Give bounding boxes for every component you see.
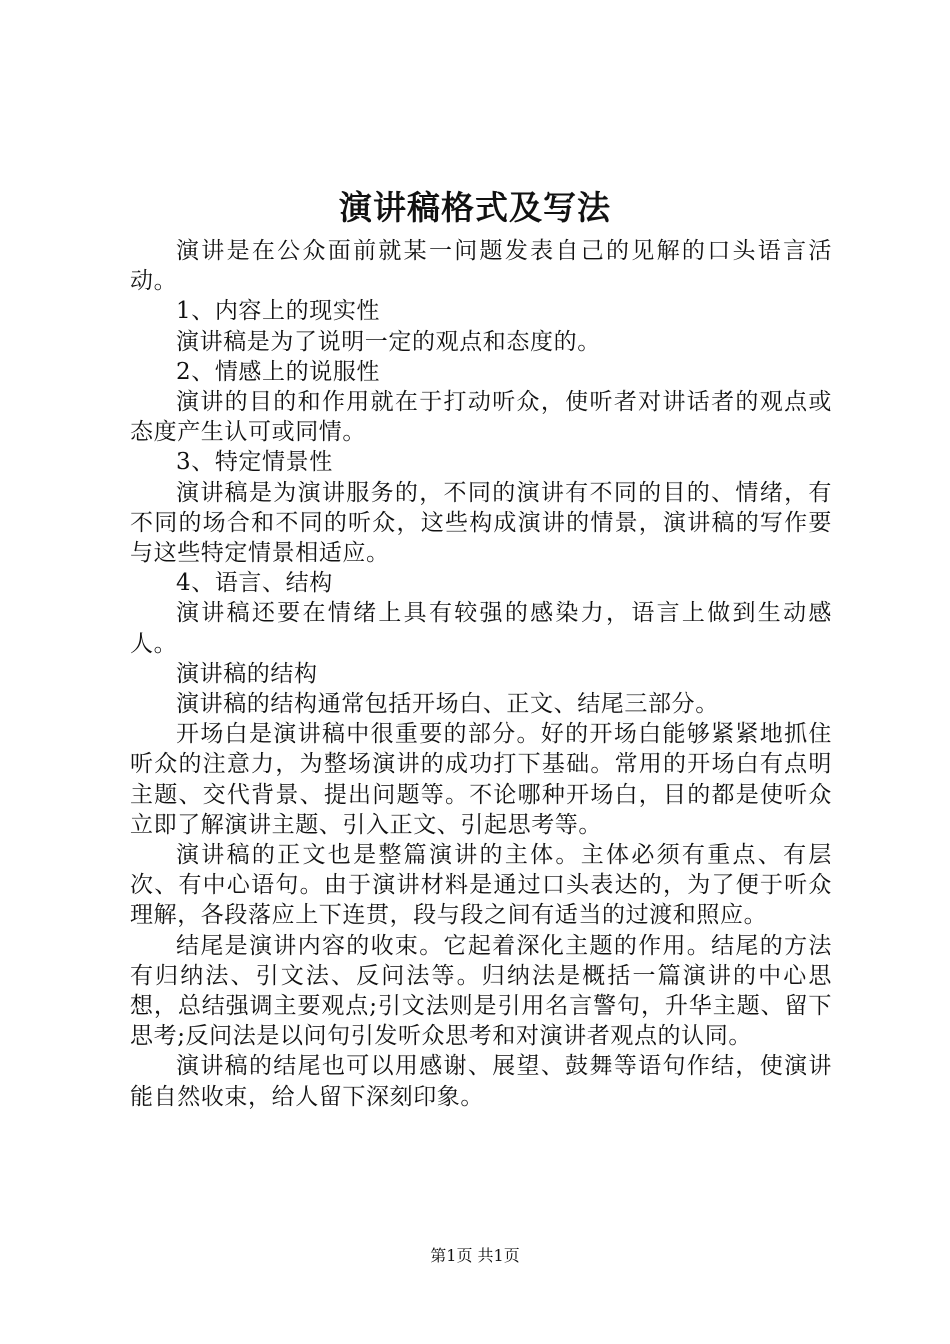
section-heading: 1、内容上的现实性 (176, 298, 381, 325)
document-title: 演讲稿格式及写法 (339, 188, 611, 227)
section-heading: 2、情感上的说服性 (176, 358, 381, 385)
page-footer: 第1页 共1页 (430, 1246, 520, 1265)
paragraph: 演讲稿的结构通常包括开场白、正文、结尾三部分。 (176, 691, 719, 718)
paragraph: 开场白是演讲稿中很重要的部分。好的开场白能够紧紧地抓住听众的注意力，为整场演讲的成功打下基础。常用的开场白有点明主题、交代背景、提出问题等。不论哪种开场白，目的都是使听众立即了解演讲主题、引入正文、引起思考等。 (130, 721, 832, 838)
section-heading: 3、特定情景性 (176, 449, 333, 476)
paragraph: 结尾是演讲内容的收束。它起着深化主题的作用。结尾的方法有归纳法、引文法、反问法等。归纳法是概括一篇演讲的中心思想，总结强调主要观点;引文法则是引用名言警句，升华主题、留下思考;反问法是以问句引发听众思考和对演讲者观点的认同。 (130, 932, 832, 1050)
paragraph: 演讲稿还要在情绪上具有较强的感染力，语言上做到生动感人。 (130, 600, 832, 657)
paragraph: 演讲稿是为了说明一定的观点和态度的。 (176, 328, 601, 355)
section-heading: 4、语言、结构 (176, 570, 333, 597)
document-body (130, 236, 832, 1112)
paragraph: 演讲稿的结尾也可以用感谢、展望、鼓舞等语句作结，使演讲能自然收束，给人留下深刻印象。 (130, 1053, 832, 1110)
paragraph: 演讲稿是为演讲服务的，不同的演讲有不同的目的、情绪，有不同的场合和不同的听众，这些构成演讲的情景，演讲稿的写作要与这些特定情景相适应。 (130, 479, 832, 567)
section-heading: 演讲稿的结构 (176, 660, 318, 687)
paragraph: 演讲是在公众面前就某一问题发表自己的见解的口头语言活动。 (130, 238, 832, 295)
paragraph: 演讲的目的和作用就在于打动听众，使听者对讲话者的观点或态度产生认可或同情。 (130, 389, 832, 446)
paragraph: 演讲稿的正文也是整篇演讲的主体。主体必须有重点、有层次、有中心语句。由于演讲材料是通过口头表达的，为了便于听众理解，各段落应上下连贯，段与段之间有适当的过渡和照应。 (130, 842, 832, 929)
